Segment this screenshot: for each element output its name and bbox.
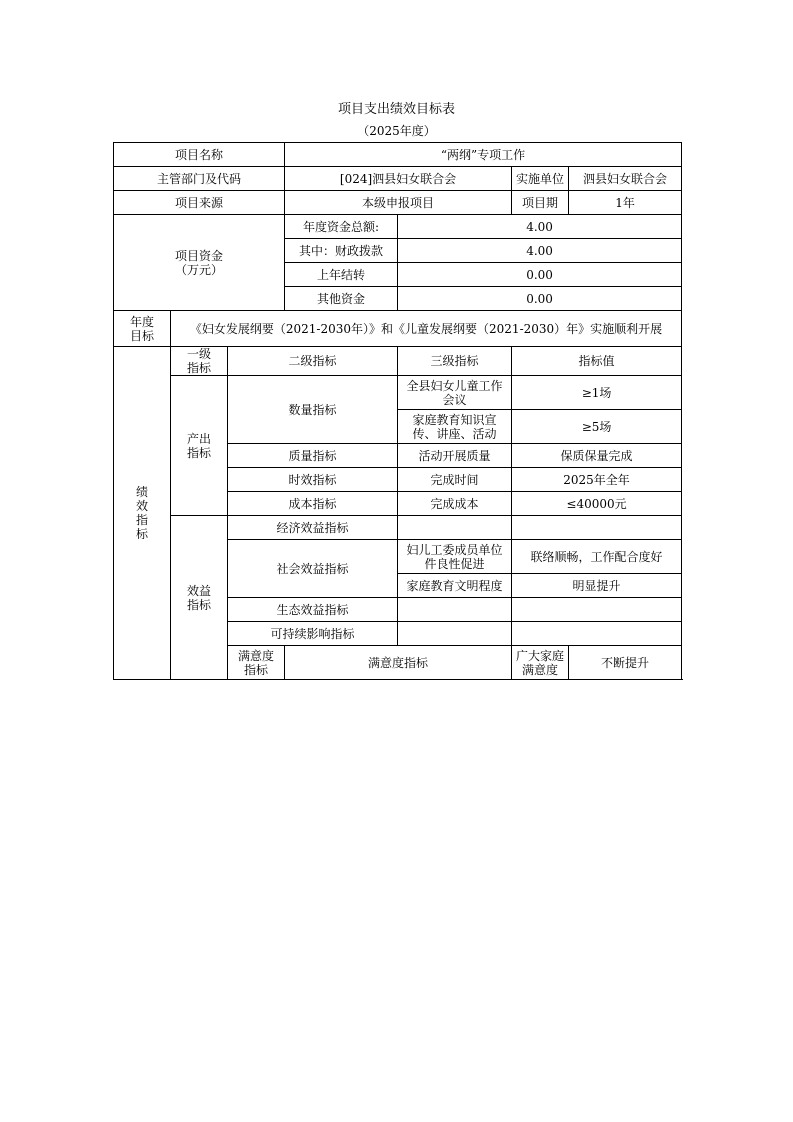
funds-other-value: 0.00 [398, 287, 682, 311]
source-label: 项目来源 [114, 191, 285, 215]
satisfaction-value: 不断提升 [569, 646, 682, 680]
quality-third: 活动开展质量 [398, 444, 512, 468]
header-level2: 二级指标 [228, 347, 398, 376]
ecological-third [398, 598, 512, 622]
cost-second: 成本指标 [228, 492, 398, 516]
funds-label-line1: 项目资金 [175, 248, 224, 263]
ecological-value [512, 598, 682, 622]
dept-value: [024]泗县妇女联合会 [285, 167, 512, 191]
cost-value: ≤40000元 [512, 492, 682, 516]
timeliness-second: 时效指标 [228, 468, 398, 492]
social-2-value: 明显提升 [512, 574, 682, 598]
project-name-label: 项目名称 [114, 143, 285, 167]
header-level1: 一级指标 [171, 347, 228, 376]
sustainable-second: 可持续影响指标 [228, 622, 398, 646]
row-department [114, 167, 682, 191]
economic-second: 经济效益指标 [228, 516, 398, 540]
funds-total-label: 年度资金总额: [285, 215, 398, 239]
funds-label-line2: （万元） [175, 262, 224, 277]
page-title: 项目支出绩效目标表 [337, 102, 455, 117]
period-label: 项目期 [512, 191, 569, 215]
funds-carryover-label: 上年结转 [285, 263, 398, 287]
satisfaction-second: 满意度指标 [285, 646, 512, 680]
funds-fiscal-value: 4.00 [398, 239, 682, 263]
sustainable-third [398, 622, 512, 646]
social-2-third: 家庭教育文明程度 [398, 574, 512, 598]
header-level3: 三级指标 [398, 347, 512, 376]
row-goal [114, 311, 682, 347]
quantity-label: 数量指标 [228, 376, 398, 444]
cost-third: 完成成本 [398, 492, 512, 516]
funds-label [114, 215, 285, 311]
social-second: 社会效益指标 [228, 540, 398, 598]
funds-total-value: 4.00 [398, 215, 682, 239]
funds-carryover-value: 0.00 [398, 263, 682, 287]
project-name-value: “两纲”专项工作 [285, 143, 682, 167]
goal-label: 年度目标 [114, 311, 171, 347]
quantity-1-value: ≥1场 [512, 376, 682, 410]
satisfaction-third: 广大家庭满意度 [512, 646, 569, 680]
output-label: 产出指标 [171, 376, 228, 516]
dept-label: 主管部门及代码 [114, 167, 285, 191]
period-value: 1年 [569, 191, 682, 215]
source-value: 本级申报项目 [285, 191, 512, 215]
impl-value: 泗县妇女联合会 [569, 167, 682, 191]
timeliness-value: 2025年全年 [512, 468, 682, 492]
quantity-2-third: 家庭教育知识宣传、讲座、活动 [398, 410, 512, 444]
row-economic [114, 516, 682, 540]
row-quantity-1 [114, 376, 682, 410]
funds-fiscal-label: 其中：财政拨款 [285, 239, 398, 263]
ecological-second: 生态效益指标 [228, 598, 398, 622]
row-funds-total [114, 215, 682, 239]
indicators-section-label: 绩效指标 [114, 347, 171, 680]
quality-value: 保质保量完成 [512, 444, 682, 468]
quantity-2-value: ≥5场 [512, 410, 682, 444]
row-project-name [114, 143, 682, 167]
impl-label: 实施单位 [512, 167, 569, 191]
performance-table [113, 142, 682, 680]
benefit-label: 效益指标 [171, 516, 228, 680]
economic-third [398, 516, 512, 540]
social-1-value: 联络顺畅，工作配合度好 [512, 540, 682, 574]
quantity-1-third: 全县妇女儿童工作会议 [398, 376, 512, 410]
timeliness-third: 完成时间 [398, 468, 512, 492]
social-1-third: 妇儿工委成员单位件良性促进 [398, 540, 512, 574]
quality-second: 质量指标 [228, 444, 398, 468]
goal-text: 《妇女发展纲要（2021-2030年）》和《儿童发展纲要（2021-2030）年》实施顺利开展 [171, 311, 682, 347]
row-indicator-header [114, 347, 682, 376]
sustainable-value [512, 622, 682, 646]
funds-other-label: 其他资金 [285, 287, 398, 311]
page-year: （2025年度） [357, 124, 436, 138]
row-source [114, 191, 682, 215]
economic-value [512, 516, 682, 540]
header-value: 指标值 [512, 347, 682, 376]
satisfaction-label: 满意度指标 [228, 646, 285, 680]
